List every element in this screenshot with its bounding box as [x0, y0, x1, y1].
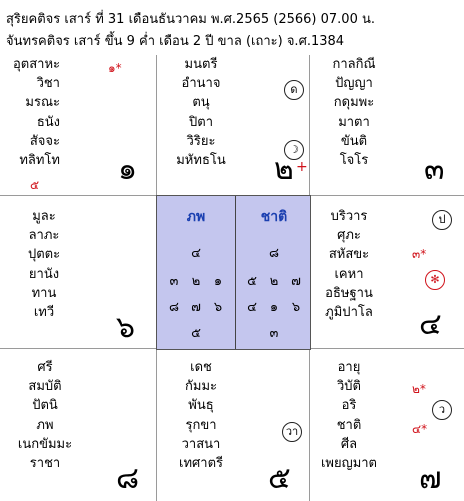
house-word: บริวาร	[330, 209, 368, 224]
planet-circle-icon: ด	[284, 80, 304, 100]
horoscope-grid	[0, 55, 464, 501]
house-word: ชาติ	[336, 417, 362, 433]
house-number: ๔	[419, 307, 442, 342]
planet-mark: ๕	[30, 178, 40, 192]
house-word: ยานัง	[28, 266, 60, 282]
house-word: มนตรี	[184, 57, 218, 72]
center-digit: ๔	[247, 300, 257, 315]
planet-circle-icon: ว	[432, 400, 452, 420]
planet-mark: ๒*	[412, 382, 426, 396]
center-box	[156, 195, 311, 350]
house-word: ศรี	[37, 360, 53, 375]
house-word: รุกขา	[185, 417, 217, 433]
plus-mark: +	[296, 159, 308, 175]
center-digit: ๑	[213, 274, 223, 289]
house-word: เนกขัมมะ	[17, 436, 73, 452]
house-word: ขันติ	[340, 133, 368, 149]
house-word: ธนัง	[36, 114, 60, 130]
house-7	[309, 348, 464, 501]
planet-mark: ๔*	[412, 422, 428, 436]
header-solar-date: สุริยคติจร เสาร์ ที่ 31 เดือนธันวาคม พ.ศ.2565 (2566) 07.00 น.	[6, 12, 376, 27]
center-digit: ๒	[191, 274, 201, 289]
house-6	[0, 195, 156, 348]
house-number: ๖	[116, 310, 136, 345]
house-word: อธิษฐาน	[325, 285, 373, 301]
center-digit: ๖	[213, 300, 223, 315]
house-word: สัจจะ	[29, 133, 60, 149]
house-1	[0, 55, 156, 195]
center-digit: ๑	[269, 300, 279, 315]
house-word: ปุตตะ	[27, 247, 61, 263]
planet-circle-icon: วา	[282, 422, 302, 442]
house-word: ทาน	[31, 285, 57, 301]
center-right-title: ชาติ	[260, 209, 288, 225]
house-number: ๕	[268, 461, 291, 496]
house-word: อริ	[341, 398, 357, 414]
center-digit: ๗	[191, 300, 201, 315]
house-word: เคหา	[334, 266, 364, 282]
house-word: กดุมพะ	[333, 95, 375, 111]
moon-icon: ☽	[284, 140, 304, 160]
house-3	[309, 55, 464, 195]
planet-mark: ๓*	[412, 247, 427, 261]
house-word: เทศาตรี	[179, 456, 223, 472]
center-digit: ๕	[191, 326, 201, 341]
center-digit: ๘	[268, 246, 280, 261]
planet-circle-icon: ป	[432, 210, 452, 230]
house-word: เพยญมาต	[320, 456, 378, 472]
house-word: วิริยะ	[186, 133, 216, 149]
house-2	[156, 55, 309, 195]
house-number: ๓	[424, 152, 445, 187]
house-word: ภพ	[36, 417, 54, 433]
house-4	[309, 195, 464, 348]
center-digit: ๒	[269, 274, 279, 289]
planet-mark: ๑*	[108, 61, 122, 75]
house-number: ๒	[274, 152, 294, 187]
house-word: อุตสาหะ	[12, 57, 60, 72]
house-word: สมบัติ	[28, 379, 62, 395]
house-word: ภูมิปาโล	[325, 305, 373, 321]
house-5	[156, 348, 309, 501]
house-word: ศีล	[340, 436, 358, 452]
asterisk-circle-icon: ✻	[425, 270, 445, 290]
house-word: วาสนา	[181, 436, 221, 452]
house-word: เทวี	[33, 305, 55, 321]
house-word: วิชา	[36, 76, 60, 92]
house-word: ปิตา	[189, 114, 213, 130]
house-number: ๑	[118, 152, 138, 187]
center-digit: ๘	[168, 300, 180, 315]
house-word: ศุภะ	[337, 228, 361, 244]
house-word: มูละ	[32, 209, 56, 224]
house-word: ราชา	[29, 456, 61, 472]
center-digit: ๖	[291, 300, 301, 315]
house-word: โจโร	[339, 153, 369, 169]
house-number: ๗	[419, 461, 442, 496]
house-word: พันธุ	[188, 398, 214, 414]
house-word: มาตา	[338, 114, 370, 130]
house-word: ตนุ	[192, 95, 210, 111]
house-word: ปัตนิ	[32, 398, 58, 414]
house-word: อายุ	[337, 360, 361, 375]
house-word: สหัสขะ	[328, 247, 370, 263]
house-word: อำนาจ	[181, 76, 221, 92]
house-word: กัมมะ	[185, 379, 217, 395]
center-digit: ๗	[291, 274, 301, 289]
house-word: กาลกิณี	[332, 57, 376, 72]
center-digit: ๕	[247, 274, 257, 289]
house-word: เดช	[190, 360, 212, 375]
house-word: วิบัติ	[337, 379, 361, 395]
house-word: มหัทธโน	[176, 153, 226, 169]
house-word: ปัญญา	[335, 76, 373, 92]
house-8	[0, 348, 156, 501]
house-word: ทลิทโท	[19, 153, 60, 169]
center-digit: ๔	[191, 246, 201, 261]
house-word: ลาภะ	[28, 228, 60, 244]
house-number: ๘	[116, 461, 140, 496]
header-lunar-date: จันทรคติจร เสาร์ ขึ้น 9 ค่ำ เดือน 2 ปี ขาล (เถาะ) จ.ศ.1384	[6, 34, 345, 49]
center-digit: ๓	[169, 274, 179, 289]
center-left-title: ภพ	[186, 209, 206, 225]
center-digit: ๓	[269, 326, 279, 341]
house-word: มรณะ	[25, 95, 60, 111]
